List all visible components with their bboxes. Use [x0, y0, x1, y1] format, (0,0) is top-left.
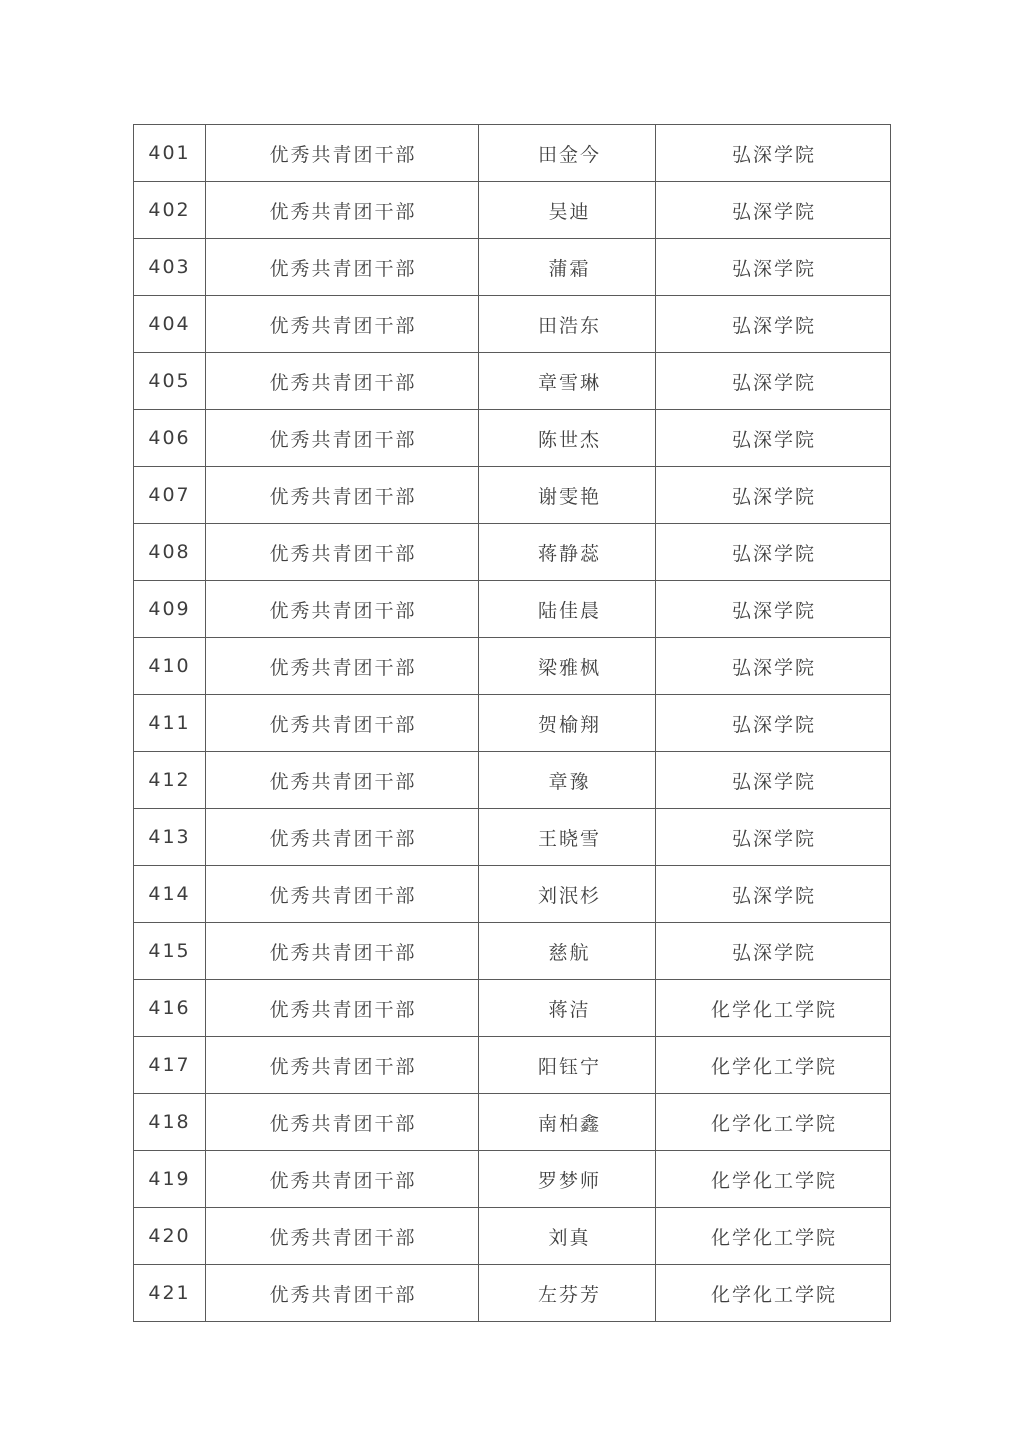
- cell-number: 402: [134, 182, 206, 239]
- cell-award: 优秀共青团干部: [206, 695, 479, 752]
- cell-college: 弘深学院: [656, 410, 891, 467]
- cell-number: 409: [134, 581, 206, 638]
- cell-number: 417: [134, 1037, 206, 1094]
- table-row: [134, 581, 891, 638]
- cell-award: 优秀共青团干部: [206, 410, 479, 467]
- cell-college: 化学化工学院: [656, 1265, 891, 1322]
- cell-number: 414: [134, 866, 206, 923]
- cell-award: 优秀共青团干部: [206, 296, 479, 353]
- cell-college: 弘深学院: [656, 581, 891, 638]
- cell-college: 弘深学院: [656, 467, 891, 524]
- cell-number: 407: [134, 467, 206, 524]
- table-row: [134, 1037, 891, 1094]
- table-row: [134, 1094, 891, 1151]
- cell-number: 416: [134, 980, 206, 1037]
- table-row: [134, 125, 891, 182]
- cell-award: 优秀共青团干部: [206, 581, 479, 638]
- table-row: [134, 239, 891, 296]
- cell-number: 419: [134, 1151, 206, 1208]
- cell-number: 415: [134, 923, 206, 980]
- cell-name: 慈航: [479, 923, 656, 980]
- cell-name: 刘真: [479, 1208, 656, 1265]
- cell-college: 弘深学院: [656, 524, 891, 581]
- cell-name: 陈世杰: [479, 410, 656, 467]
- cell-award: 优秀共青团干部: [206, 353, 479, 410]
- cell-name: 田浩东: [479, 296, 656, 353]
- table-row: [134, 923, 891, 980]
- cell-number: 413: [134, 809, 206, 866]
- cell-college: 弘深学院: [656, 239, 891, 296]
- table-row: [134, 752, 891, 809]
- cell-name: 刘泯杉: [479, 866, 656, 923]
- cell-award: 优秀共青团干部: [206, 980, 479, 1037]
- cell-number: 420: [134, 1208, 206, 1265]
- cell-college: 弘深学院: [656, 125, 891, 182]
- cell-name: 王晓雪: [479, 809, 656, 866]
- awards-table: [133, 124, 891, 1322]
- table-row: [134, 467, 891, 524]
- cell-number: 418: [134, 1094, 206, 1151]
- cell-award: 优秀共青团干部: [206, 239, 479, 296]
- cell-number: 404: [134, 296, 206, 353]
- cell-award: 优秀共青团干部: [206, 752, 479, 809]
- cell-award: 优秀共青团干部: [206, 1151, 479, 1208]
- cell-name: 贺榆翔: [479, 695, 656, 752]
- table-row: [134, 1151, 891, 1208]
- table-row: [134, 524, 891, 581]
- cell-award: 优秀共青团干部: [206, 866, 479, 923]
- cell-number: 412: [134, 752, 206, 809]
- cell-award: 优秀共青团干部: [206, 524, 479, 581]
- cell-college: 化学化工学院: [656, 1151, 891, 1208]
- cell-award: 优秀共青团干部: [206, 1208, 479, 1265]
- cell-number: 410: [134, 638, 206, 695]
- cell-name: 谢雯艳: [479, 467, 656, 524]
- cell-college: 弘深学院: [656, 695, 891, 752]
- cell-name: 章豫: [479, 752, 656, 809]
- cell-award: 优秀共青团干部: [206, 1094, 479, 1151]
- table-row: [134, 1265, 891, 1322]
- table-row: [134, 296, 891, 353]
- cell-college: 弘深学院: [656, 182, 891, 239]
- cell-number: 406: [134, 410, 206, 467]
- cell-name: 陆佳晨: [479, 581, 656, 638]
- table-row: [134, 410, 891, 467]
- cell-college: 弘深学院: [656, 353, 891, 410]
- cell-award: 优秀共青团干部: [206, 1265, 479, 1322]
- cell-name: 蒲霜: [479, 239, 656, 296]
- cell-award: 优秀共青团干部: [206, 182, 479, 239]
- cell-number: 408: [134, 524, 206, 581]
- cell-college: 化学化工学院: [656, 980, 891, 1037]
- cell-college: 化学化工学院: [656, 1094, 891, 1151]
- awards-table-body: [134, 125, 891, 1322]
- cell-name: 南柏鑫: [479, 1094, 656, 1151]
- table-row: [134, 353, 891, 410]
- cell-college: 弘深学院: [656, 752, 891, 809]
- cell-name: 左芬芳: [479, 1265, 656, 1322]
- cell-number: 401: [134, 125, 206, 182]
- cell-college: 弘深学院: [656, 296, 891, 353]
- cell-college: 化学化工学院: [656, 1037, 891, 1094]
- cell-name: 章雪琳: [479, 353, 656, 410]
- cell-number: 411: [134, 695, 206, 752]
- table-row: [134, 182, 891, 239]
- table-row: [134, 1208, 891, 1265]
- cell-name: 蒋静蕊: [479, 524, 656, 581]
- cell-college: 化学化工学院: [656, 1208, 891, 1265]
- cell-name: 蒋洁: [479, 980, 656, 1037]
- cell-award: 优秀共青团干部: [206, 467, 479, 524]
- cell-name: 吴迪: [479, 182, 656, 239]
- cell-award: 优秀共青团干部: [206, 923, 479, 980]
- cell-number: 403: [134, 239, 206, 296]
- cell-name: 阳钰宁: [479, 1037, 656, 1094]
- cell-college: 弘深学院: [656, 809, 891, 866]
- table-row: [134, 809, 891, 866]
- cell-number: 421: [134, 1265, 206, 1322]
- table-row: [134, 695, 891, 752]
- cell-number: 405: [134, 353, 206, 410]
- table-row: [134, 638, 891, 695]
- cell-award: 优秀共青团干部: [206, 1037, 479, 1094]
- cell-college: 弘深学院: [656, 923, 891, 980]
- cell-award: 优秀共青团干部: [206, 125, 479, 182]
- cell-college: 弘深学院: [656, 866, 891, 923]
- cell-award: 优秀共青团干部: [206, 809, 479, 866]
- cell-name: 田金今: [479, 125, 656, 182]
- cell-award: 优秀共青团干部: [206, 638, 479, 695]
- cell-college: 弘深学院: [656, 638, 891, 695]
- table-row: [134, 980, 891, 1037]
- cell-name: 梁雅枫: [479, 638, 656, 695]
- cell-name: 罗梦师: [479, 1151, 656, 1208]
- table-row: [134, 866, 891, 923]
